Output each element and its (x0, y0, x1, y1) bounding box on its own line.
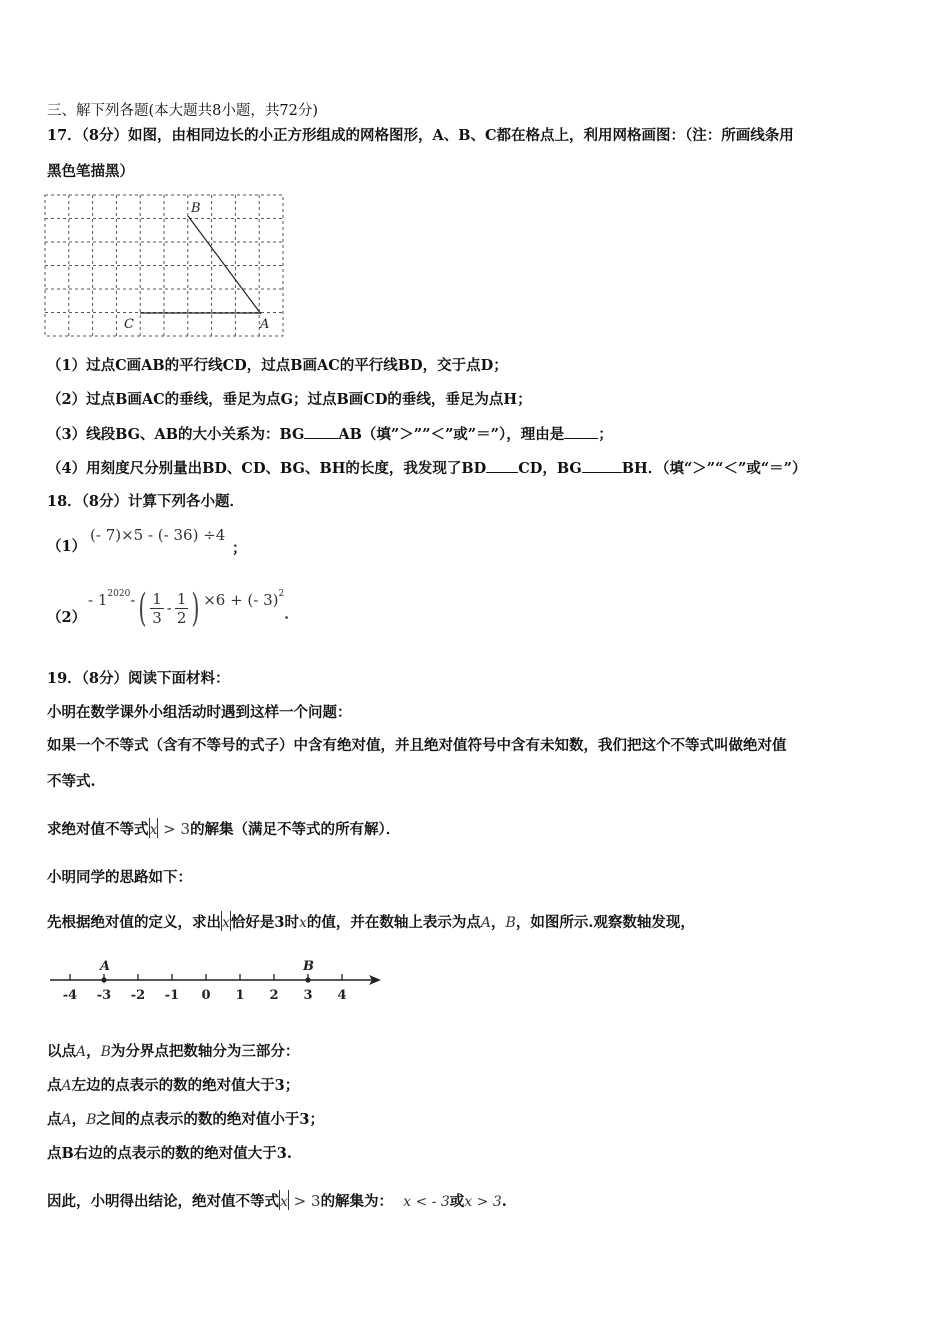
axis-tick-label: 1 (235, 988, 245, 1003)
number-line (45, 955, 385, 1005)
answer-blank-bg-bh[interactable] (582, 458, 622, 473)
q18-part1-end: ； (232, 540, 247, 557)
q19-l4-text-b: 的解集（满足不等式的所有解）． (190, 821, 401, 838)
q19-l8-a: A (61, 1078, 72, 1094)
q19-l9-text-b: 之间的点表示的数的绝对值小于3； (96, 1111, 325, 1128)
q19-line10: 点B右边的点表示的数的绝对值大于3. (47, 1145, 292, 1162)
q19-l6-x2: x (299, 915, 307, 931)
point-b-dot (305, 977, 310, 982)
q17-p3-text-c: ； (598, 426, 613, 443)
q17-part2: （2）过点B画AC的垂线，垂足为点G；过点B画CD的垂线，垂足为点H； (47, 391, 532, 408)
answer-blank-bd-cd[interactable] (486, 458, 518, 473)
axis-tick-label: ‑1 (164, 988, 180, 1003)
q19-l6-text-a: 先根据绝对值的定义，求出 (47, 914, 221, 931)
right-paren: ) (191, 586, 200, 630)
q19-l8-text-a: 点 (47, 1077, 62, 1094)
axis-tick-label: ‑3 (96, 988, 112, 1003)
fraction-one-half (175, 590, 189, 627)
q19-l11-end: . (501, 1193, 507, 1210)
q19-l11-solution2: x > 3 (464, 1194, 502, 1210)
axis-tick-label: ‑4 (62, 988, 78, 1003)
section-title: 三、解下列各题(本大题共8小题，共72分) (47, 103, 318, 119)
q19-l6-text-b: 恰好是3时 (230, 914, 299, 931)
q18-p2-post: ×6 + (‑ 3) (203, 591, 279, 609)
q18-stem: 18．（8分）计算下列各小题． (47, 493, 245, 510)
q19-line11 (47, 1190, 507, 1212)
q17-stem-line1: 17．（8分）如图，由相同边长的小正方形组成的网格图形，A、B、C都在格点上，利用网格画图：（注：所画线条用 (47, 127, 794, 144)
q19-line9 (47, 1110, 324, 1130)
axis-tick-label: 2 (269, 988, 279, 1003)
q18-part2-label: （2） (47, 609, 87, 626)
q19-l11-text-a: 因此，小明得出结论，绝对值不等式 (47, 1193, 279, 1210)
q18-part1-expr (90, 525, 225, 544)
q19-l6-text-d: ，如图所示.观察数轴发现， (515, 914, 695, 931)
q19-line8 (47, 1076, 299, 1096)
q19-l9-b: B (86, 1112, 97, 1128)
q19-stem: 19．（8分）阅读下面材料： (47, 670, 230, 687)
point-label-b: B (191, 201, 201, 216)
q19-l9-text-a: 点 (47, 1111, 62, 1128)
point-label-a: A (260, 317, 270, 332)
q17-p3-text-a: （3）线段BG、AB的大小关系为：BG (47, 426, 305, 443)
axis-tick-label: 0 (201, 988, 211, 1003)
q19-line4 (47, 818, 400, 840)
frac1-num: 1 (152, 589, 162, 608)
point-a-dot (101, 977, 106, 982)
q19-l4-text-a: 求绝对值不等式 (47, 821, 149, 838)
axis-label-a: A (100, 959, 111, 974)
q19-l8-text-b: 左边的点表示的数的绝对值大于3； (71, 1077, 300, 1094)
q18-part2-expr (88, 583, 299, 633)
frac1-den: 3 (152, 608, 162, 627)
q19-l11-gt: > 3 (288, 1192, 321, 1210)
q18-p2-pre: ‑ 1 (88, 591, 108, 609)
q19-l9-a: A (61, 1112, 72, 1128)
q19-line7 (47, 1042, 299, 1062)
fraction-one-third (150, 590, 164, 627)
q17-grid-figure (44, 194, 286, 338)
q19-l11-text-b: 的解集为： (320, 1193, 394, 1210)
q19-l4-x: x (149, 822, 158, 838)
axis-tick-label: 4 (337, 988, 347, 1003)
q19-line3: 不等式. (47, 773, 96, 790)
answer-blank-reason[interactable] (564, 424, 598, 439)
q19-line6 (47, 911, 695, 933)
q17-p4-text-c: BH．（填“＞”“＜”或“＝”） (621, 460, 807, 477)
q17-part3 (47, 424, 613, 445)
q18-part1-label: （1） (47, 538, 87, 555)
point-label-c: C (124, 317, 134, 332)
q19-l7-text-a: 以点 (47, 1043, 76, 1060)
q19-l6-x: x (222, 915, 230, 931)
q17-p4-text-a: （4）用刻度尺分别量出BD、CD、BG、BH的长度，我发现了BD (47, 460, 487, 477)
q19-line1: 小明在数学课外小组活动时遇到这样一个问题： (47, 704, 352, 721)
q17-stem-line2: 黑色笔描黑） (47, 163, 134, 180)
q17-p4-text-b: CD，BG (518, 460, 582, 477)
q19-l7-a: A (76, 1044, 87, 1060)
q17-part4 (47, 458, 807, 479)
answer-blank-bg-ab[interactable] (304, 424, 338, 439)
q19-l4-gt: > 3 (158, 820, 191, 838)
q19-l6-text-c: 的值，并在数轴上表示为点 (306, 914, 481, 931)
q19-line2: 如果一个不等式（含有不等号的式子）中含有绝对值，并且绝对值符号中含有未知数，我们把这个不等式叫做绝对值 (47, 737, 787, 754)
axis-tick-label: 3 (303, 988, 313, 1003)
frac2-num: 1 (176, 589, 187, 608)
q19-l6-a: A (480, 915, 492, 931)
q19-l11-x: x (280, 1194, 288, 1210)
q18-p1-formula: (‑ 7)×5 ‑ (‑ 36) ÷4 (90, 526, 226, 544)
axis-tick-label: ‑2 (130, 988, 146, 1003)
grid-lines (45, 195, 283, 336)
q19-l6-comma: ， (491, 914, 506, 931)
q18-p2-mid: ‑ (166, 599, 172, 617)
q17-p3-text-b: AB（填”＞””＜”或”＝”），理由是 (338, 426, 565, 443)
q18-p2-end: ． (284, 603, 300, 622)
q19-l11-solution1: x < ‑ 3 (403, 1194, 450, 1210)
q19-l7-comma: ， (86, 1043, 101, 1060)
q19-l6-b: B (505, 915, 516, 931)
q18-p2-minus: ‑ (130, 591, 136, 609)
q19-l7-text-b: 为分界点把数轴分为三部分： (110, 1043, 300, 1060)
q18-p2-exponent: 2020 (107, 589, 131, 599)
q19-l7-b: B (100, 1044, 111, 1060)
q19-l9-comma: ， (71, 1111, 87, 1128)
q17-part1: （1）过点C画AB的平行线CD，过点B画AC的平行线BD，交于点D； (47, 357, 508, 374)
frac2-den: 2 (176, 608, 187, 627)
q19-l11-or: 或 (449, 1193, 465, 1210)
left-paren: ( (138, 586, 147, 630)
q18-p2-square: 2 (278, 589, 285, 599)
axis-label-b: B (303, 959, 314, 974)
q19-line5: 小明同学的思路如下： (47, 869, 192, 886)
